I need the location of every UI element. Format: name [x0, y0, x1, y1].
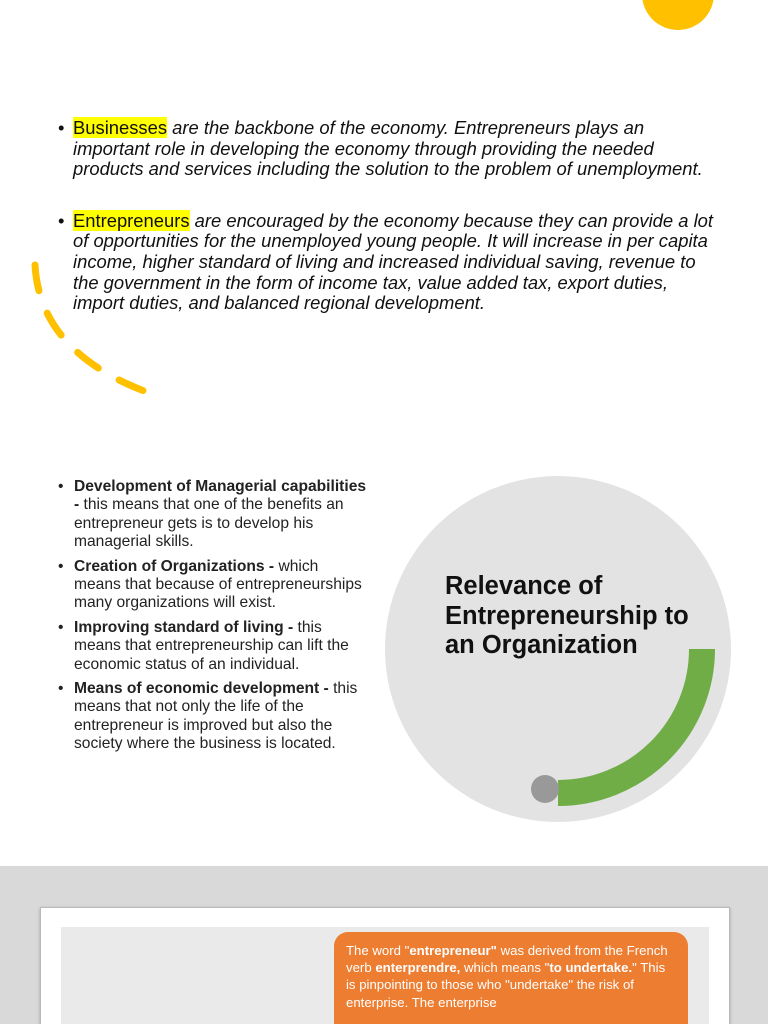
bullet-text: are the backbone of the economy. Entrepreneurs plays an important role in developing the economy through providing the needed products and services including the solution to the problem of unemployment. [73, 117, 703, 180]
bold-term: enterprendre, [375, 960, 461, 976]
definition-box [334, 932, 688, 1024]
highlighted-term: Entrepreneurs [73, 209, 190, 231]
list-item [58, 558, 368, 613]
list-item [58, 680, 368, 754]
text-segment: was derived from the French verb [346, 943, 668, 976]
bold-term: entrepreneur" [409, 943, 497, 958]
item-text: this means that not only the life of the entrepreneur is improved but also the society where the business is located. [74, 680, 358, 753]
slide-economy [0, 0, 768, 430]
list-item [58, 619, 368, 674]
bold-term: to undertake. [549, 960, 633, 976]
item-text: this means that one of the benefits an entrepreneur gets is to develop his managerial skills. [74, 496, 344, 551]
list-item [58, 118, 718, 180]
item-text: which means that because of entrepreneurships many organizations will exist. [74, 557, 362, 612]
decorative-dot [531, 775, 559, 803]
item-heading: Creation of Organizations - [74, 557, 275, 575]
item-heading: Improving standard of living - [74, 618, 294, 636]
relevance-list [58, 478, 368, 760]
item-heading: Means of economic development - [74, 680, 329, 698]
highlighted-term: Businesses [73, 117, 168, 138]
slide-relevance [0, 430, 768, 866]
item-heading: Development of Managerial capabilities - [74, 478, 367, 514]
decorative-circle [642, 0, 714, 30]
list-item [58, 211, 718, 314]
slide-card [40, 907, 730, 1024]
item-text: this means that entrepreneurship can lift the economic status of an individual. [74, 618, 349, 673]
bullet-list [58, 118, 718, 345]
card-panel [61, 927, 709, 1024]
text-segment: " This is pinpointing to those who "undertake" the risk of enterprise. The enterprise [346, 960, 666, 1010]
text-segment: The word " [346, 943, 410, 958]
bullet-text: are encouraged by the economy because they can provide a lot of opportunities for the unemployed young people. It will increase in per capita income, higher standard of living and increased individual saving, revenue to the government in the form of income tax, value added tax, export duties, import duties, and balanced regional development. [73, 209, 713, 314]
text-segment: which means " [460, 960, 550, 976]
slide-definition [0, 866, 768, 1024]
slide-title: Relevance of Entrepreneurship to an Organization [445, 572, 689, 660]
list-item [58, 478, 368, 552]
